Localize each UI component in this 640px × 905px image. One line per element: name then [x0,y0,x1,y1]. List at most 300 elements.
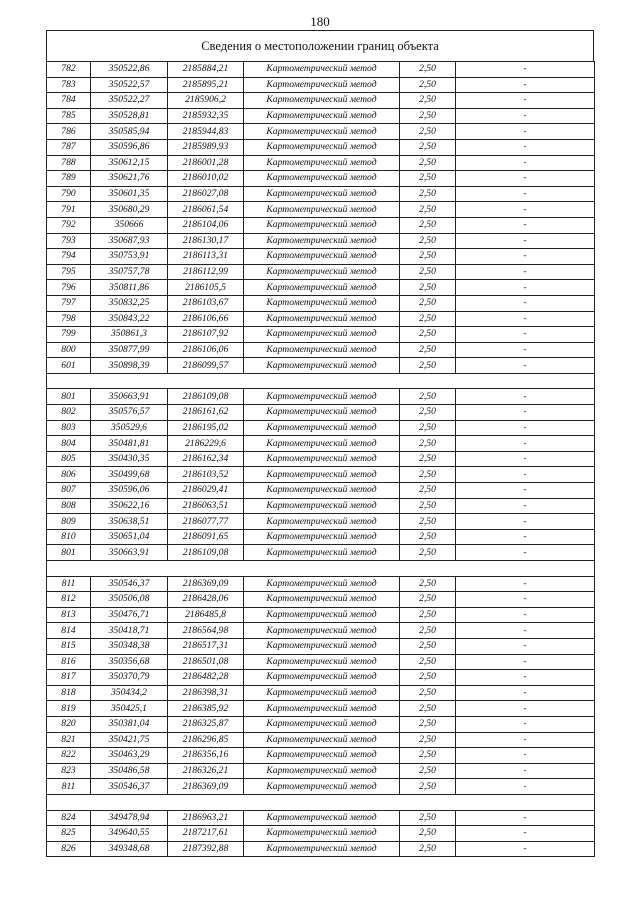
accuracy: 2,50 [400,841,456,857]
coordinate-y: 2186107,92 [168,327,244,343]
description: - [456,264,595,280]
point-number: 819 [47,701,91,717]
table-row [47,545,595,561]
table-row [47,529,595,545]
coordinate-y: 2186162,34 [168,451,244,467]
description: - [456,638,595,654]
table-row [47,77,595,93]
accuracy: 2,50 [400,763,456,779]
accuracy: 2,50 [400,638,456,654]
point-number: 789 [47,171,91,187]
point-number: 801 [47,545,91,561]
accuracy: 2,50 [400,623,456,639]
point-number: 804 [47,436,91,452]
method: Картометрический метод [244,233,400,249]
coordinate-y: 2186109,08 [168,389,244,405]
method: Картометрический метод [244,779,400,795]
coordinate-y: 2186109,08 [168,545,244,561]
description: - [456,405,595,421]
table-row [47,124,595,140]
coordinate-x: 350481,81 [91,436,168,452]
point-number: 791 [47,202,91,218]
coordinate-y: 2186029,41 [168,483,244,499]
coordinate-x: 350381,04 [91,716,168,732]
description: - [456,155,595,171]
description: - [456,716,595,732]
description: - [456,139,595,155]
table-row [47,139,595,155]
table-row [47,467,595,483]
point-number: 787 [47,139,91,155]
accuracy: 2,50 [400,498,456,514]
point-number: 802 [47,405,91,421]
coordinate-y: 2186161,62 [168,405,244,421]
description: - [456,701,595,717]
point-number: 812 [47,592,91,608]
description: - [456,732,595,748]
table-row [47,623,595,639]
group-separator [47,561,595,577]
accuracy: 2,50 [400,93,456,109]
point-number: 808 [47,498,91,514]
coordinate-y: 2186103,52 [168,467,244,483]
accuracy: 2,50 [400,171,456,187]
coordinate-x: 350680,29 [91,202,168,218]
description: - [456,685,595,701]
method: Картометрический метод [244,93,400,109]
separator-cell [47,373,595,389]
table-row [47,311,595,327]
description: - [456,171,595,187]
coordinate-x: 350753,91 [91,249,168,265]
method: Картометрический метод [244,748,400,764]
method: Картометрический метод [244,155,400,171]
coordinate-x: 350651,04 [91,529,168,545]
point-number: 798 [47,311,91,327]
accuracy: 2,50 [400,748,456,764]
method: Картометрический метод [244,483,400,499]
accuracy: 2,50 [400,77,456,93]
description: - [456,483,595,499]
coordinate-x: 350434,2 [91,685,168,701]
coordinate-x: 350522,27 [91,93,168,109]
description: - [456,514,595,530]
table-row [47,358,595,374]
coordinate-x: 350486,58 [91,763,168,779]
method: Картометрический метод [244,436,400,452]
accuracy: 2,50 [400,202,456,218]
accuracy: 2,50 [400,436,456,452]
method: Картометрический метод [244,810,400,826]
accuracy: 2,50 [400,529,456,545]
point-number: 795 [47,264,91,280]
point-number: 800 [47,342,91,358]
coordinate-x: 350601,35 [91,186,168,202]
description: - [456,202,595,218]
description: - [456,498,595,514]
coordinate-y: 2185944,83 [168,124,244,140]
coordinate-x: 350666 [91,217,168,233]
method: Картометрический метод [244,451,400,467]
coordinate-y: 2186326,21 [168,763,244,779]
coordinate-x: 350499,68 [91,467,168,483]
coordinate-y: 2186104,06 [168,217,244,233]
description: - [456,763,595,779]
coordinate-y: 2185895,21 [168,77,244,93]
method: Картометрический метод [244,420,400,436]
coordinate-y: 2186027,08 [168,186,244,202]
coordinate-x: 350621,76 [91,171,168,187]
description: - [456,93,595,109]
accuracy: 2,50 [400,264,456,280]
method: Картометрический метод [244,405,400,421]
coordinates-table-body [47,62,595,857]
accuracy: 2,50 [400,514,456,530]
method: Картометрический метод [244,295,400,311]
coordinate-x: 350596,86 [91,139,168,155]
table-row [47,436,595,452]
table-row [47,779,595,795]
description: - [456,217,595,233]
table-row [47,748,595,764]
accuracy: 2,50 [400,233,456,249]
method: Картометрический метод [244,607,400,623]
description: - [456,280,595,296]
accuracy: 2,50 [400,592,456,608]
point-number: 822 [47,748,91,764]
method: Картометрический метод [244,389,400,405]
group-separator [47,794,595,810]
point-number: 826 [47,841,91,857]
table-row [47,685,595,701]
point-number: 823 [47,763,91,779]
coordinate-y: 2185932,35 [168,108,244,124]
description: - [456,249,595,265]
coordinate-y: 2186482,28 [168,670,244,686]
accuracy: 2,50 [400,124,456,140]
point-number: 811 [47,576,91,592]
coordinate-x: 350663,91 [91,389,168,405]
method: Картометрический метод [244,358,400,374]
coordinate-x: 350622,16 [91,498,168,514]
separator-cell [47,561,595,577]
accuracy: 2,50 [400,249,456,265]
description: - [456,311,595,327]
coordinate-x: 350421,75 [91,732,168,748]
coordinate-x: 350687,93 [91,233,168,249]
coordinate-y: 2186105,5 [168,280,244,296]
method: Картометрический метод [244,670,400,686]
description: - [456,124,595,140]
table-row [47,186,595,202]
point-number: 817 [47,670,91,686]
table-row [47,202,595,218]
coordinate-y: 2187217,61 [168,826,244,842]
point-number: 799 [47,327,91,343]
point-number: 813 [47,607,91,623]
table-row [47,295,595,311]
description: - [456,654,595,670]
coordinate-x: 350370,79 [91,670,168,686]
method: Картометрический метод [244,685,400,701]
coordinate-x: 350476,71 [91,607,168,623]
coordinate-x: 350528,81 [91,108,168,124]
description: - [456,295,595,311]
accuracy: 2,50 [400,342,456,358]
accuracy: 2,50 [400,420,456,436]
table-row [47,451,595,467]
coordinate-y: 2186369,09 [168,576,244,592]
coordinate-x: 350356,68 [91,654,168,670]
coordinate-y: 2186130,17 [168,233,244,249]
table-row [47,841,595,857]
table-row [47,592,595,608]
description: - [456,810,595,826]
accuracy: 2,50 [400,685,456,701]
description: - [456,420,595,436]
method: Картометрический метод [244,701,400,717]
coordinate-x: 350638,51 [91,514,168,530]
point-number: 792 [47,217,91,233]
coordinate-x: 350529,6 [91,420,168,436]
table-row [47,732,595,748]
coordinate-x: 350522,86 [91,62,168,78]
accuracy: 2,50 [400,483,456,499]
table-row [47,62,595,78]
coordinate-y: 2186099,57 [168,358,244,374]
coordinate-x: 350348,38 [91,638,168,654]
coordinate-y: 2186061,54 [168,202,244,218]
coordinate-x: 350546,37 [91,779,168,795]
coordinate-x: 350418,71 [91,623,168,639]
coordinate-x: 350546,37 [91,576,168,592]
group-separator [47,373,595,389]
method: Картометрический метод [244,732,400,748]
accuracy: 2,50 [400,280,456,296]
coordinate-x: 349348,68 [91,841,168,857]
accuracy: 2,50 [400,607,456,623]
accuracy: 2,50 [400,670,456,686]
coordinate-x: 350612,15 [91,155,168,171]
table-row [47,670,595,686]
coordinate-x: 350430,35 [91,451,168,467]
accuracy: 2,50 [400,186,456,202]
accuracy: 2,50 [400,576,456,592]
description: - [456,186,595,202]
coordinate-y: 2186010,02 [168,171,244,187]
accuracy: 2,50 [400,327,456,343]
method: Картометрический метод [244,638,400,654]
coordinates-table [46,61,595,857]
accuracy: 2,50 [400,217,456,233]
point-number: 783 [47,77,91,93]
accuracy: 2,50 [400,810,456,826]
point-number: 794 [47,249,91,265]
coordinate-y: 2186103,67 [168,295,244,311]
table-row [47,264,595,280]
point-number: 825 [47,826,91,842]
point-number: 811 [47,779,91,795]
table-row [47,217,595,233]
point-number: 785 [47,108,91,124]
coordinate-x: 350522,57 [91,77,168,93]
description: - [456,327,595,343]
accuracy: 2,50 [400,358,456,374]
coordinate-y: 2186517,31 [168,638,244,654]
method: Картометрический метод [244,529,400,545]
point-number: 790 [47,186,91,202]
description: - [456,779,595,795]
point-number: 788 [47,155,91,171]
description: - [456,77,595,93]
accuracy: 2,50 [400,654,456,670]
point-number: 821 [47,732,91,748]
coordinate-x: 350425,1 [91,701,168,717]
point-number: 805 [47,451,91,467]
point-number: 824 [47,810,91,826]
accuracy: 2,50 [400,451,456,467]
point-number: 601 [47,358,91,374]
coordinate-y: 2186296,85 [168,732,244,748]
method: Картометрический метод [244,77,400,93]
coordinate-y: 2186428,06 [168,592,244,608]
coordinate-x: 350877,99 [91,342,168,358]
coordinate-y: 2186063,51 [168,498,244,514]
coordinate-y: 2186485,8 [168,607,244,623]
description: - [456,62,595,78]
coordinate-x: 350898,39 [91,358,168,374]
point-number: 784 [47,93,91,109]
method: Картометрический метод [244,264,400,280]
method: Картометрический метод [244,763,400,779]
accuracy: 2,50 [400,545,456,561]
description: - [456,826,595,842]
coordinate-y: 2186229,6 [168,436,244,452]
method: Картометрический метод [244,217,400,233]
method: Картометрический метод [244,186,400,202]
method: Картометрический метод [244,62,400,78]
point-number: 797 [47,295,91,311]
description: - [456,529,595,545]
table-row [47,716,595,732]
point-number: 803 [47,420,91,436]
accuracy: 2,50 [400,826,456,842]
accuracy: 2,50 [400,311,456,327]
coordinate-y: 2186564,98 [168,623,244,639]
coordinate-y: 2186356,16 [168,748,244,764]
coordinate-x: 350832,25 [91,295,168,311]
method: Картометрический метод [244,108,400,124]
table-row [47,607,595,623]
coordinate-x: 350757,78 [91,264,168,280]
accuracy: 2,50 [400,701,456,717]
description: - [456,592,595,608]
method: Картометрический метод [244,576,400,592]
description: - [456,436,595,452]
description: - [456,451,595,467]
method: Картометрический метод [244,716,400,732]
description: - [456,233,595,249]
method: Картометрический метод [244,514,400,530]
table-row [47,327,595,343]
method: Картометрический метод [244,623,400,639]
point-number: 786 [47,124,91,140]
coordinate-x: 349640,55 [91,826,168,842]
accuracy: 2,50 [400,155,456,171]
description: - [456,623,595,639]
accuracy: 2,50 [400,732,456,748]
coordinates-sheet [46,30,594,857]
coordinate-y: 2186369,09 [168,779,244,795]
coordinate-y: 2185906,2 [168,93,244,109]
coordinate-y: 2186106,06 [168,342,244,358]
accuracy: 2,50 [400,139,456,155]
point-number: 782 [47,62,91,78]
table-row [47,155,595,171]
description: - [456,358,595,374]
coordinate-x: 350861,3 [91,327,168,343]
point-number: 809 [47,514,91,530]
accuracy: 2,50 [400,389,456,405]
table-row [47,280,595,296]
page-number: 180 [310,14,330,29]
coordinate-y: 2186195,02 [168,420,244,436]
accuracy: 2,50 [400,716,456,732]
point-number: 820 [47,716,91,732]
coordinate-y: 2186077,77 [168,514,244,530]
method: Картометрический метод [244,139,400,155]
coordinate-x: 350576,57 [91,405,168,421]
description: - [456,670,595,686]
accuracy: 2,50 [400,405,456,421]
point-number: 801 [47,389,91,405]
coordinate-y: 2186001,28 [168,155,244,171]
description: - [456,576,595,592]
table-row [47,638,595,654]
accuracy: 2,50 [400,779,456,795]
table-row [47,389,595,405]
table-row [47,763,595,779]
coordinate-x: 350585,94 [91,124,168,140]
coordinate-x: 350663,91 [91,545,168,561]
description: - [456,467,595,483]
coordinate-x: 350506,08 [91,592,168,608]
coordinate-x: 350811,86 [91,280,168,296]
coordinate-y: 2187392,88 [168,841,244,857]
separator-cell [47,794,595,810]
method: Картометрический метод [244,280,400,296]
point-number: 806 [47,467,91,483]
method: Картометрический метод [244,327,400,343]
coordinate-y: 2186106,66 [168,311,244,327]
point-number: 796 [47,280,91,296]
accuracy: 2,50 [400,467,456,483]
table-row [47,342,595,358]
table-row [47,576,595,592]
method: Картометрический метод [244,545,400,561]
coordinate-y: 2186398,31 [168,685,244,701]
table-title: Сведения о местоположении границ объекта [46,30,594,61]
method: Картометрический метод [244,498,400,514]
table-row [47,701,595,717]
table-row [47,514,595,530]
method: Картометрический метод [244,826,400,842]
method: Картометрический метод [244,592,400,608]
coordinate-x: 350596,06 [91,483,168,499]
description: - [456,108,595,124]
coordinate-y: 2186501,08 [168,654,244,670]
accuracy: 2,50 [400,62,456,78]
